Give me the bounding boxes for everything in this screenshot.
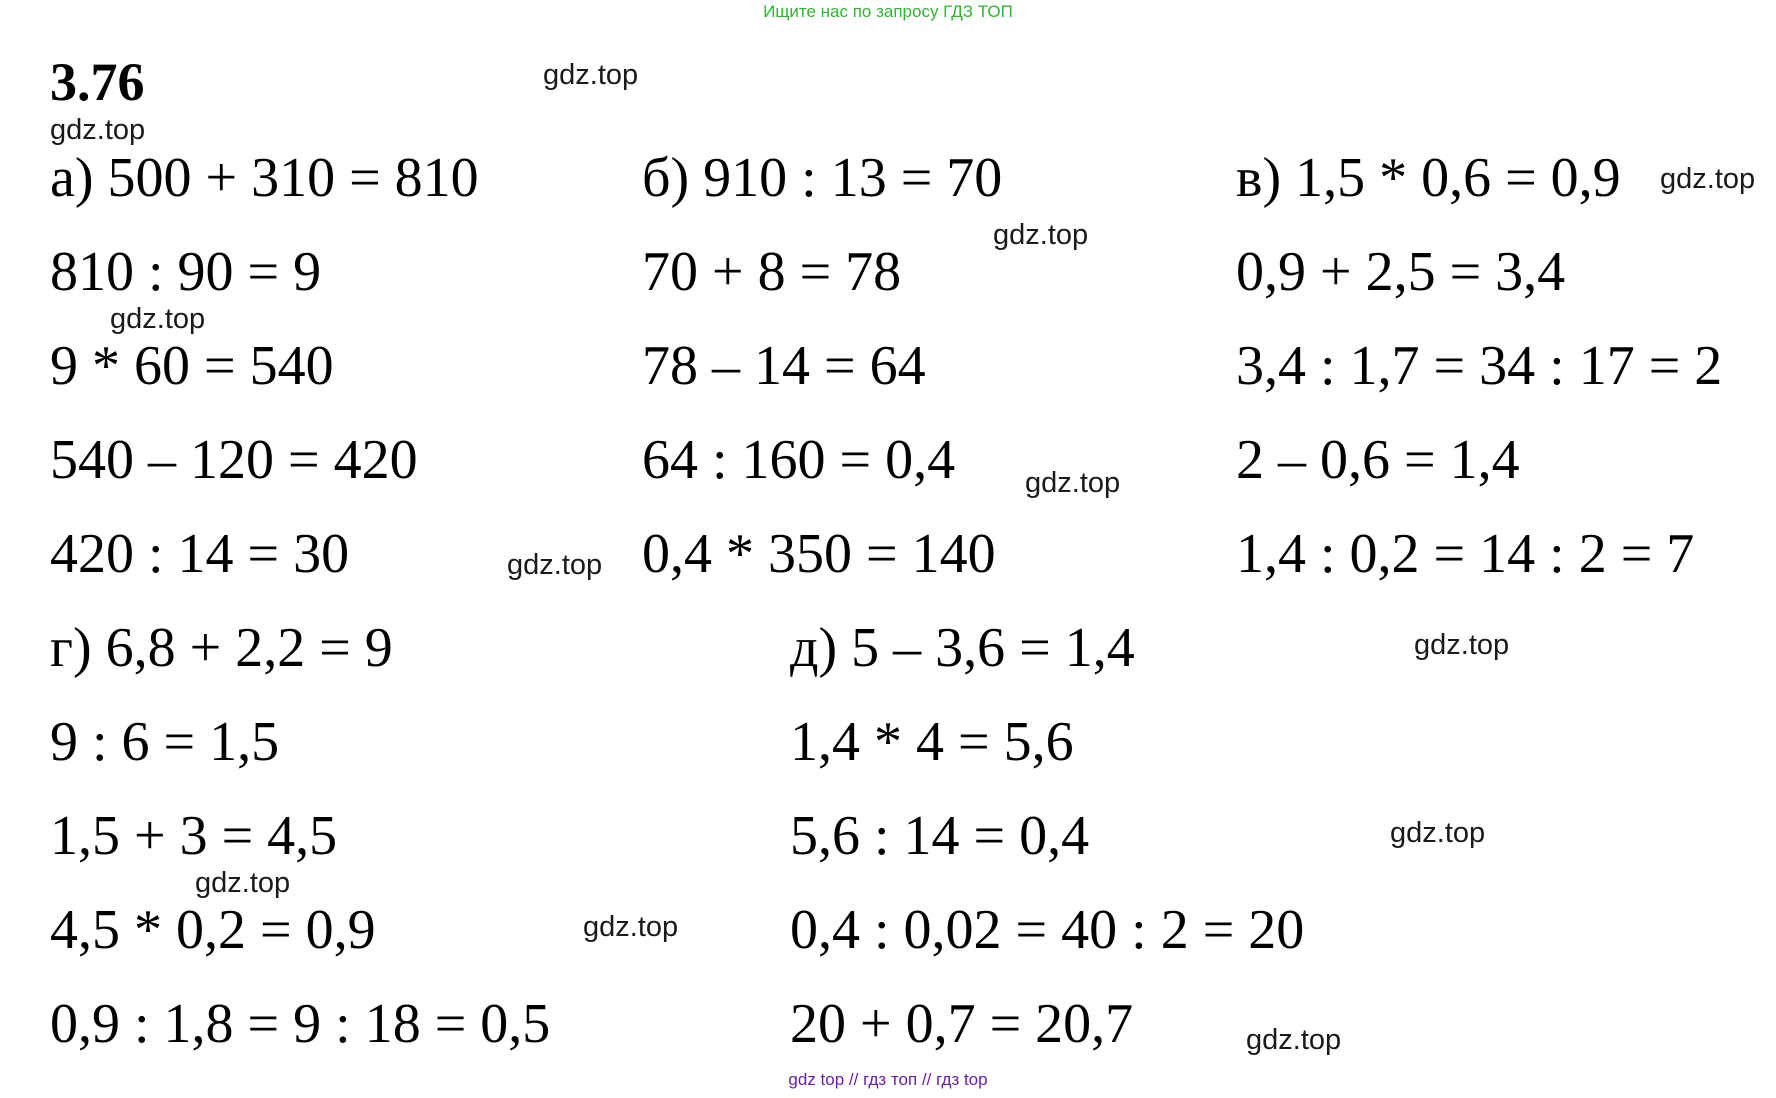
- watermark: gdz.top: [1414, 629, 1510, 661]
- watermark: gdz.top: [1660, 163, 1756, 195]
- footer-watermark: gdz top // гдз топ // гдз top: [788, 1070, 988, 1089]
- watermark: gdz.top: [50, 114, 146, 146]
- watermark: gdz.top: [195, 867, 291, 899]
- search-banner: Ищите нас по запросу ГДЗ ТОП: [763, 2, 1013, 21]
- equation-a-5: 420 : 14 = 30: [50, 523, 350, 585]
- equation-a-3: 9 * 60 = 540: [50, 335, 334, 397]
- equation-g-4: 4,5 * 0,2 = 0,9: [50, 899, 376, 961]
- equation-g-2: 9 : 6 = 1,5: [50, 711, 280, 773]
- equation-a-2: 810 : 90 = 9: [50, 241, 322, 303]
- equation-g-3: 1,5 + 3 = 4,5: [50, 805, 338, 867]
- watermark: gdz.top: [110, 303, 206, 335]
- watermark: gdz.top: [1390, 817, 1486, 849]
- equation-b-3: 78 – 14 = 64: [642, 335, 926, 397]
- equation-v-1: в) 1,5 * 0,6 = 0,9: [1236, 147, 1621, 209]
- equation-d-1: д) 5 – 3,6 = 1,4: [790, 617, 1135, 679]
- equation-v-4: 2 – 0,6 = 1,4: [1236, 429, 1520, 491]
- equation-d-2: 1,4 * 4 = 5,6: [790, 711, 1074, 773]
- equation-d-4: 0,4 : 0,02 = 40 : 2 = 20: [790, 899, 1305, 961]
- equation-b-5: 0,4 * 350 = 140: [642, 523, 996, 585]
- watermark: gdz.top: [507, 549, 603, 581]
- equation-b-2: 70 + 8 = 78: [642, 241, 902, 303]
- watermark: gdz.top: [993, 219, 1089, 251]
- watermark: gdz.top: [1246, 1024, 1342, 1056]
- equation-b-4: 64 : 160 = 0,4: [642, 429, 956, 491]
- equation-v-3: 3,4 : 1,7 = 34 : 17 = 2: [1236, 335, 1723, 397]
- exercise-number: 3.76: [50, 52, 145, 112]
- equation-v-5: 1,4 : 0,2 = 14 : 2 = 7: [1236, 523, 1695, 585]
- watermark: gdz.top: [1025, 467, 1121, 499]
- watermark: gdz.top: [583, 911, 679, 943]
- equation-g-5: 0,9 : 1,8 = 9 : 18 = 0,5: [50, 993, 551, 1055]
- watermark: gdz.top: [543, 59, 639, 91]
- equation-g-1: г) 6,8 + 2,2 = 9: [50, 617, 393, 679]
- equation-d-3: 5,6 : 14 = 0,4: [790, 805, 1090, 867]
- equation-a-4: 540 – 120 = 420: [50, 429, 418, 491]
- equation-a-1: а) 500 + 310 = 810: [50, 147, 479, 209]
- equation-d-5: 20 + 0,7 = 20,7: [790, 993, 1134, 1055]
- equation-v-2: 0,9 + 2,5 = 3,4: [1236, 241, 1566, 303]
- equation-b-1: б) 910 : 13 = 70: [642, 147, 1003, 209]
